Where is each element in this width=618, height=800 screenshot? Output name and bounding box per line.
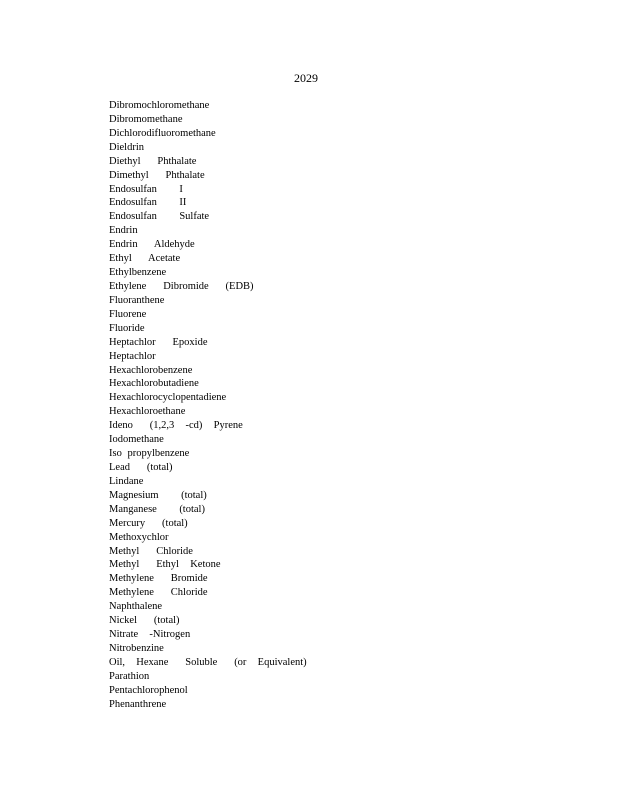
list-item: Phenanthrene [109,698,167,710]
list-item: Heptachlor Epoxide [109,336,208,348]
list-item: Methyl Chloride [109,545,193,557]
list-item: Methylene Chloride [109,587,208,599]
list-item: Fluoride [109,322,145,334]
list-item: Methylene Bromide [109,573,208,585]
list-item: Fluorene [109,308,147,320]
list-item: Parathion [109,670,150,682]
list-item: Endosulfan I [109,183,183,195]
list-item: Fluoranthene [109,294,165,306]
list-item: Endosulfan II [109,197,187,209]
list-item: Naphthalene [109,601,163,613]
list-item: Nitrate -Nitrogen [109,629,191,641]
list-item: Lead (total) [109,461,173,473]
list-item: Methyl Ethyl Ketone [109,559,221,571]
list-item: Ethylbenzene [109,267,167,279]
list-item: Dieldrin [109,141,144,153]
list-item: Methoxychlor [109,531,169,543]
list-item: Hexachlorobutadiene [109,378,199,390]
list-item: Iso propylbenzene [109,448,190,460]
list-item: Ethyl Acetate [109,253,181,265]
list-item: Iodomethane [109,434,164,446]
substance-list [109,99,307,712]
list-item: Dibromomethane [109,113,183,125]
list-item: Ethylene Dibromide (EDB) [109,280,254,292]
list-item: Dimethyl Phthalate [109,169,205,181]
page-number: 2029 [294,71,318,85]
list-item: Endrin Aldehyde [109,239,195,251]
list-item: Diethyl Phthalate [109,155,197,167]
list-item: Dibromochloromethane [109,100,210,111]
list-item: Mercury (total) [109,517,188,529]
list-item: Nitrobenzine [109,642,164,654]
list-item: Manganese (total) [109,503,205,515]
list-item: Hexachloroethane [109,406,186,418]
list-item: Nickel (total) [109,615,180,627]
list-item: Magnesium (total) [109,489,207,501]
list-item: Heptachlor [109,350,156,362]
list-item: Lindane [109,475,144,487]
list-item: Dichlorodifluoromethane [109,127,216,139]
list-item: Endrin [109,225,138,237]
list-item: Endosulfan Sulfate [109,211,210,223]
list-item: Ideno (1,2,3 -cd) Pyrene [109,420,243,432]
list-item: Hexachlorocyclopentadiene [109,392,227,404]
list-item: Oil, Hexane Soluble (or Equivalent) [109,656,307,668]
list-item: Hexachlorobenzene [109,364,193,376]
list-item: Pentachlorophenol [109,684,188,696]
